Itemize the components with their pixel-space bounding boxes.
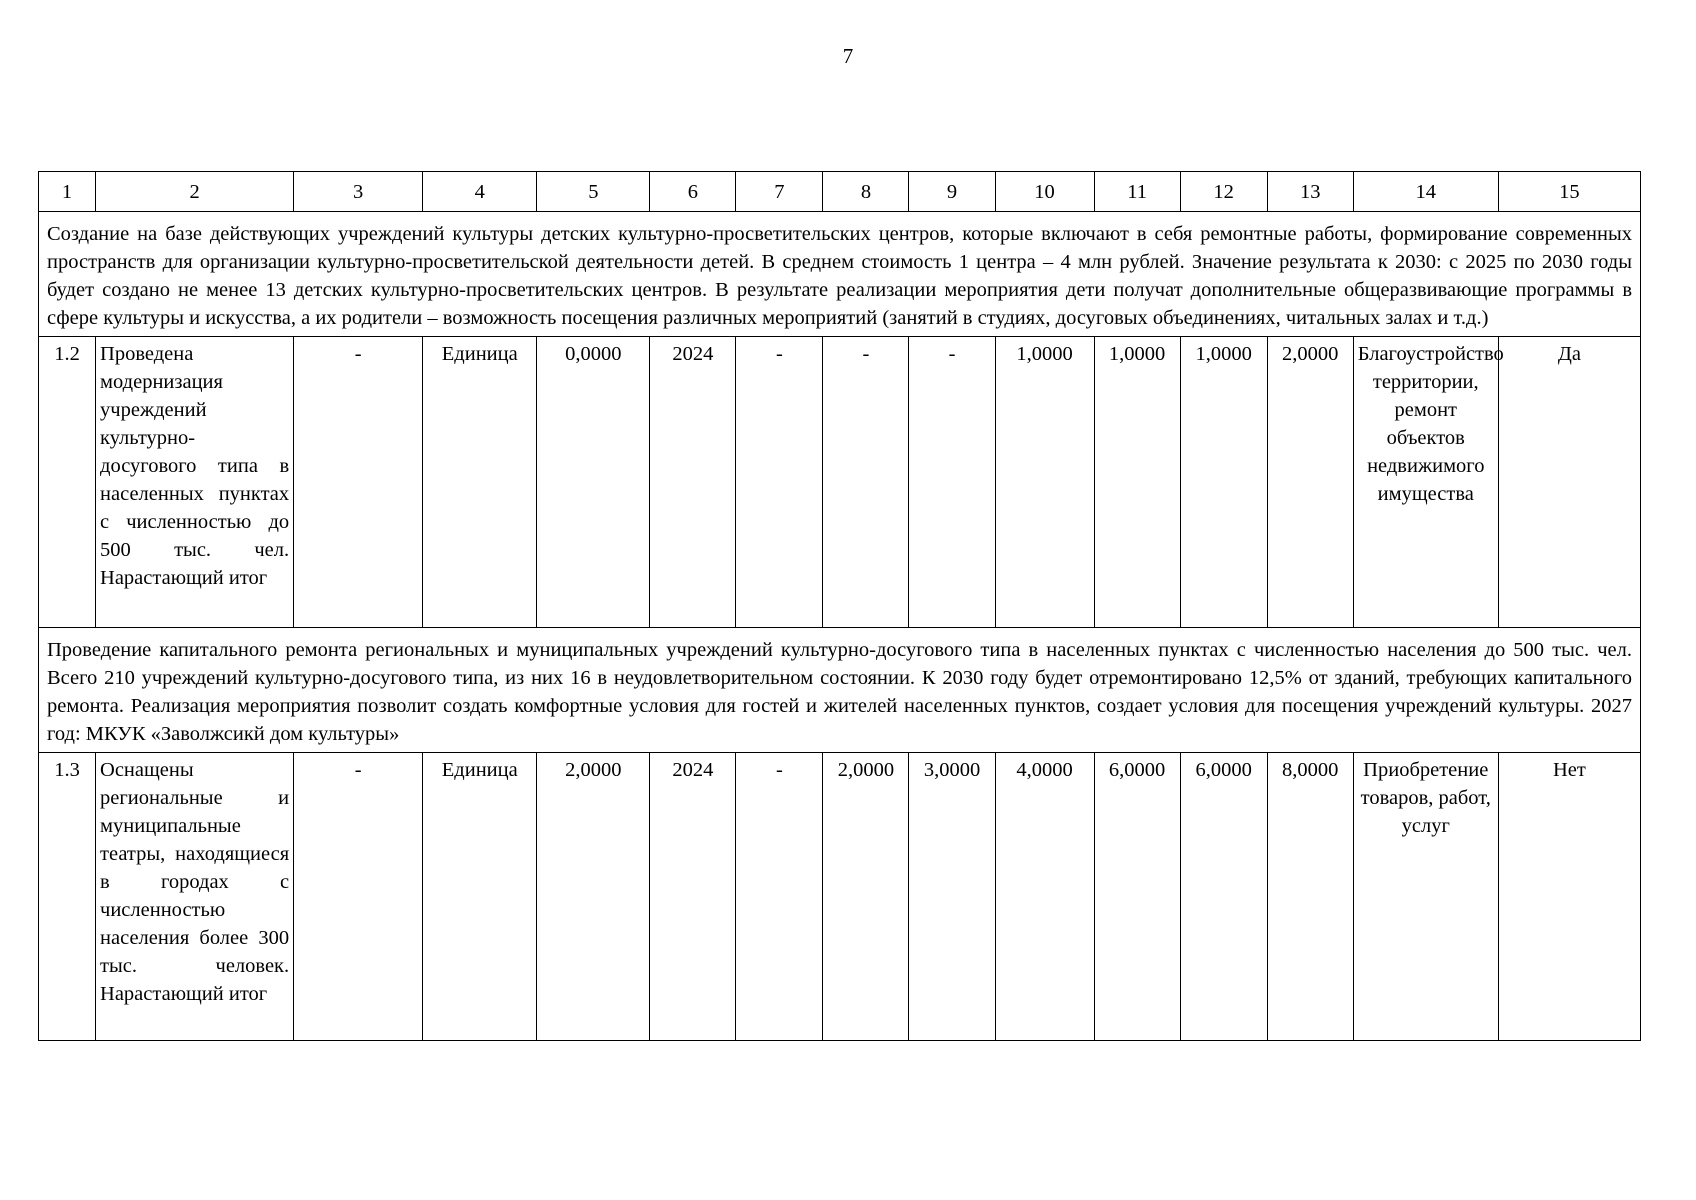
column-header: 14 [1353, 172, 1498, 212]
table-cell: - [294, 337, 423, 628]
row-number: 1.2 [39, 337, 96, 628]
table-cell: 6,0000 [1094, 753, 1180, 1041]
table-cell: 1,0000 [1180, 337, 1267, 628]
column-header: 2 [96, 172, 294, 212]
table-cell: 4,0000 [995, 753, 1094, 1041]
type-cell: Приобретение товаров, работ, услуг [1353, 753, 1498, 1041]
description-row [39, 628, 1641, 753]
table-cell: Нет [1498, 753, 1640, 1041]
table-cell: 2,0000 [823, 753, 909, 1041]
unit-cell: Единица [423, 337, 537, 628]
table-cell: 1,0000 [1094, 337, 1180, 628]
header-row [39, 172, 1641, 212]
table-cell: - [909, 337, 995, 628]
column-header: 4 [423, 172, 537, 212]
page-number: 7 [842, 44, 854, 68]
result-name: Проведена модернизация учреждений культурно-досугового типа в населенных пунктах с численностью до 500 тыс. чел. Нарастающий итог [96, 337, 294, 628]
table-cell: Да [1498, 337, 1640, 628]
column-header: 12 [1180, 172, 1267, 212]
column-header: 11 [1094, 172, 1180, 212]
table-row [39, 337, 1641, 628]
description-text: Проведение капитального ремонта региональных и муниципальных учреждений культурно-досугового типа в населенных пунктах с численностью населения до 500 тыс. чел. Всего 210 учреждений культурно-досугового типа, из них 16 в неудовлетворительном состоянии. К 2030 году будет отремонтировано 12,5% от зданий, требующих капитального ремонта. Реализация мероприятия позволит создать комфортные условия для гостей и жителей населенных пунктов, создает условия для посещения учреждений культуры. 2027 год: МКУК «Заволжсикй дом культуры» [39, 628, 1641, 753]
column-header: 6 [650, 172, 736, 212]
type-cell: Благоустройство территории, ремонт объектов недвижимого имущества [1353, 337, 1498, 628]
table-cell: 2,0000 [1267, 337, 1353, 628]
table-cell: - [823, 337, 909, 628]
table-cell: - [736, 753, 823, 1041]
column-header: 10 [995, 172, 1094, 212]
table-cell: 1,0000 [995, 337, 1094, 628]
column-header: 15 [1498, 172, 1640, 212]
table-cell: 0,0000 [537, 337, 650, 628]
row-number: 1.3 [39, 753, 96, 1041]
column-header: 7 [736, 172, 823, 212]
column-header: 3 [294, 172, 423, 212]
column-header: 5 [537, 172, 650, 212]
table-cell: 6,0000 [1180, 753, 1267, 1041]
column-header: 8 [823, 172, 909, 212]
table-cell: 8,0000 [1267, 753, 1353, 1041]
unit-cell: Единица [423, 753, 537, 1041]
table-cell: - [736, 337, 823, 628]
table-cell: 3,0000 [909, 753, 995, 1041]
description-row [39, 212, 1641, 337]
table-row [39, 753, 1641, 1041]
column-header: 1 [39, 172, 96, 212]
description-text: Создание на базе действующих учреждений культуры детских культурно-просветительских центров, которые включают в себя ремонтные работы, формирование современных пространств для организации культурно-просветительской деятельности детей. В среднем стоимость 1 центра – 4 млн рублей. Значение результата к 2030: с 2025 по 2030 годы будет создано не менее 13 детских культурно-просветительских центров. В результате реализации мероприятия дети получат дополнительные общеразвивающие программы в сфере культуры и искусства, а их родители – возможность посещения различных мероприятий (занятий в студиях, досуговых объединениях, читальных залах и т.д.) [39, 212, 1641, 337]
result-name: Оснащены региональные и муниципальные театры, находящиеся в городах с численностью населения более 300 тыс. человек. Нарастающий итог [96, 753, 294, 1041]
column-header: 9 [909, 172, 995, 212]
measures-table [38, 171, 1641, 1041]
table-cell: - [294, 753, 423, 1041]
column-header: 13 [1267, 172, 1353, 212]
table-cell: 2,0000 [537, 753, 650, 1041]
table-cell: 2024 [650, 753, 736, 1041]
table-cell: 2024 [650, 337, 736, 628]
